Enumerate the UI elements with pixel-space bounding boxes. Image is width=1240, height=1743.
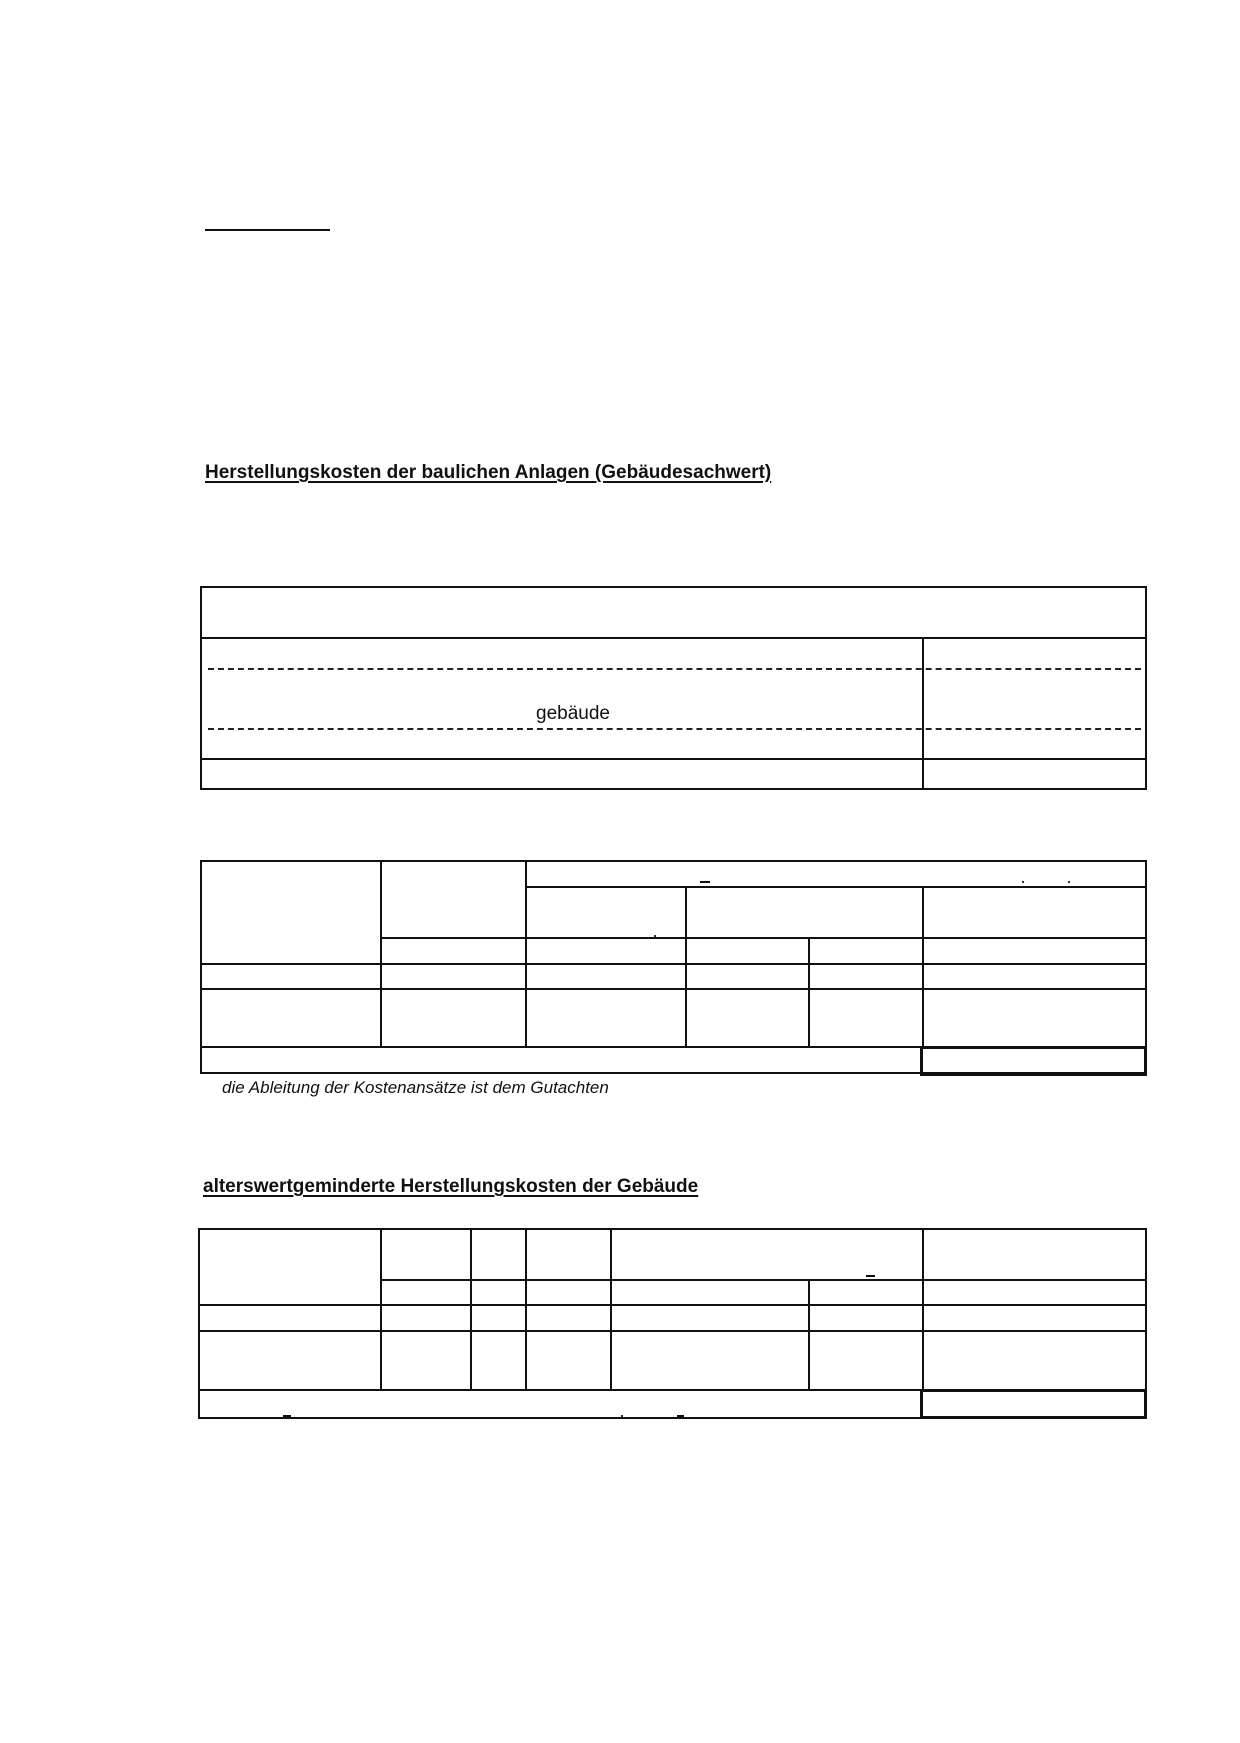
table3-mark-4 [677,1415,684,1417]
table2-vline-4 [808,937,810,1046]
section-heading-herstellungskosten: Herstellungskosten der baulichen Anlagen (Gebäudesachwert) [205,462,772,483]
table1-hline-1 [200,637,1147,639]
table3-mark-2 [283,1415,291,1417]
table1-row-label: gebäude [536,703,610,724]
table2-mark-5 [308,1072,317,1074]
table2-hline-2 [380,937,1147,939]
table2-mark-4 [654,935,656,937]
table2-vline-3 [685,886,687,1046]
table1-hline-2 [200,758,1147,760]
table1-vline [922,637,924,790]
table3-total-cell [920,1389,1147,1419]
table3-vline-4 [610,1228,612,1390]
table2-hline-3 [200,963,1147,965]
section-heading-alterswertgemindert: alterswertgeminderte Herstellungskosten der Gebäude [203,1176,699,1197]
table3-vline-2 [470,1228,472,1390]
table2-hline-4 [200,988,1147,990]
table3-hline-2 [198,1304,1147,1306]
table3-vline-6 [922,1228,924,1390]
table3-vline-5 [808,1280,810,1390]
table2-vline-1 [380,860,382,1046]
table2-total-cell [920,1046,1147,1076]
top-rule [205,229,330,231]
table3-vline-3 [525,1228,527,1390]
table2-footnote: die Ableitung der Kostenansätze ist dem Gutachten [222,1078,609,1097]
table3-mark-1 [866,1275,875,1277]
table2-hline-1 [525,886,1147,888]
table2-mark-3 [1068,881,1070,883]
table3-hline-1 [380,1279,1147,1281]
table3-vline-1 [380,1228,382,1390]
table2-mark-2 [1022,881,1024,883]
table3-mark-3 [621,1415,623,1417]
table2-mark-1 [700,881,710,883]
table2-vline-5 [922,886,924,1046]
table3-hline-3 [198,1330,1147,1332]
table1-dashed-line-1 [208,668,1141,670]
table1-dashed-line-2 [208,728,1141,730]
table2-frame [200,860,1147,1074]
